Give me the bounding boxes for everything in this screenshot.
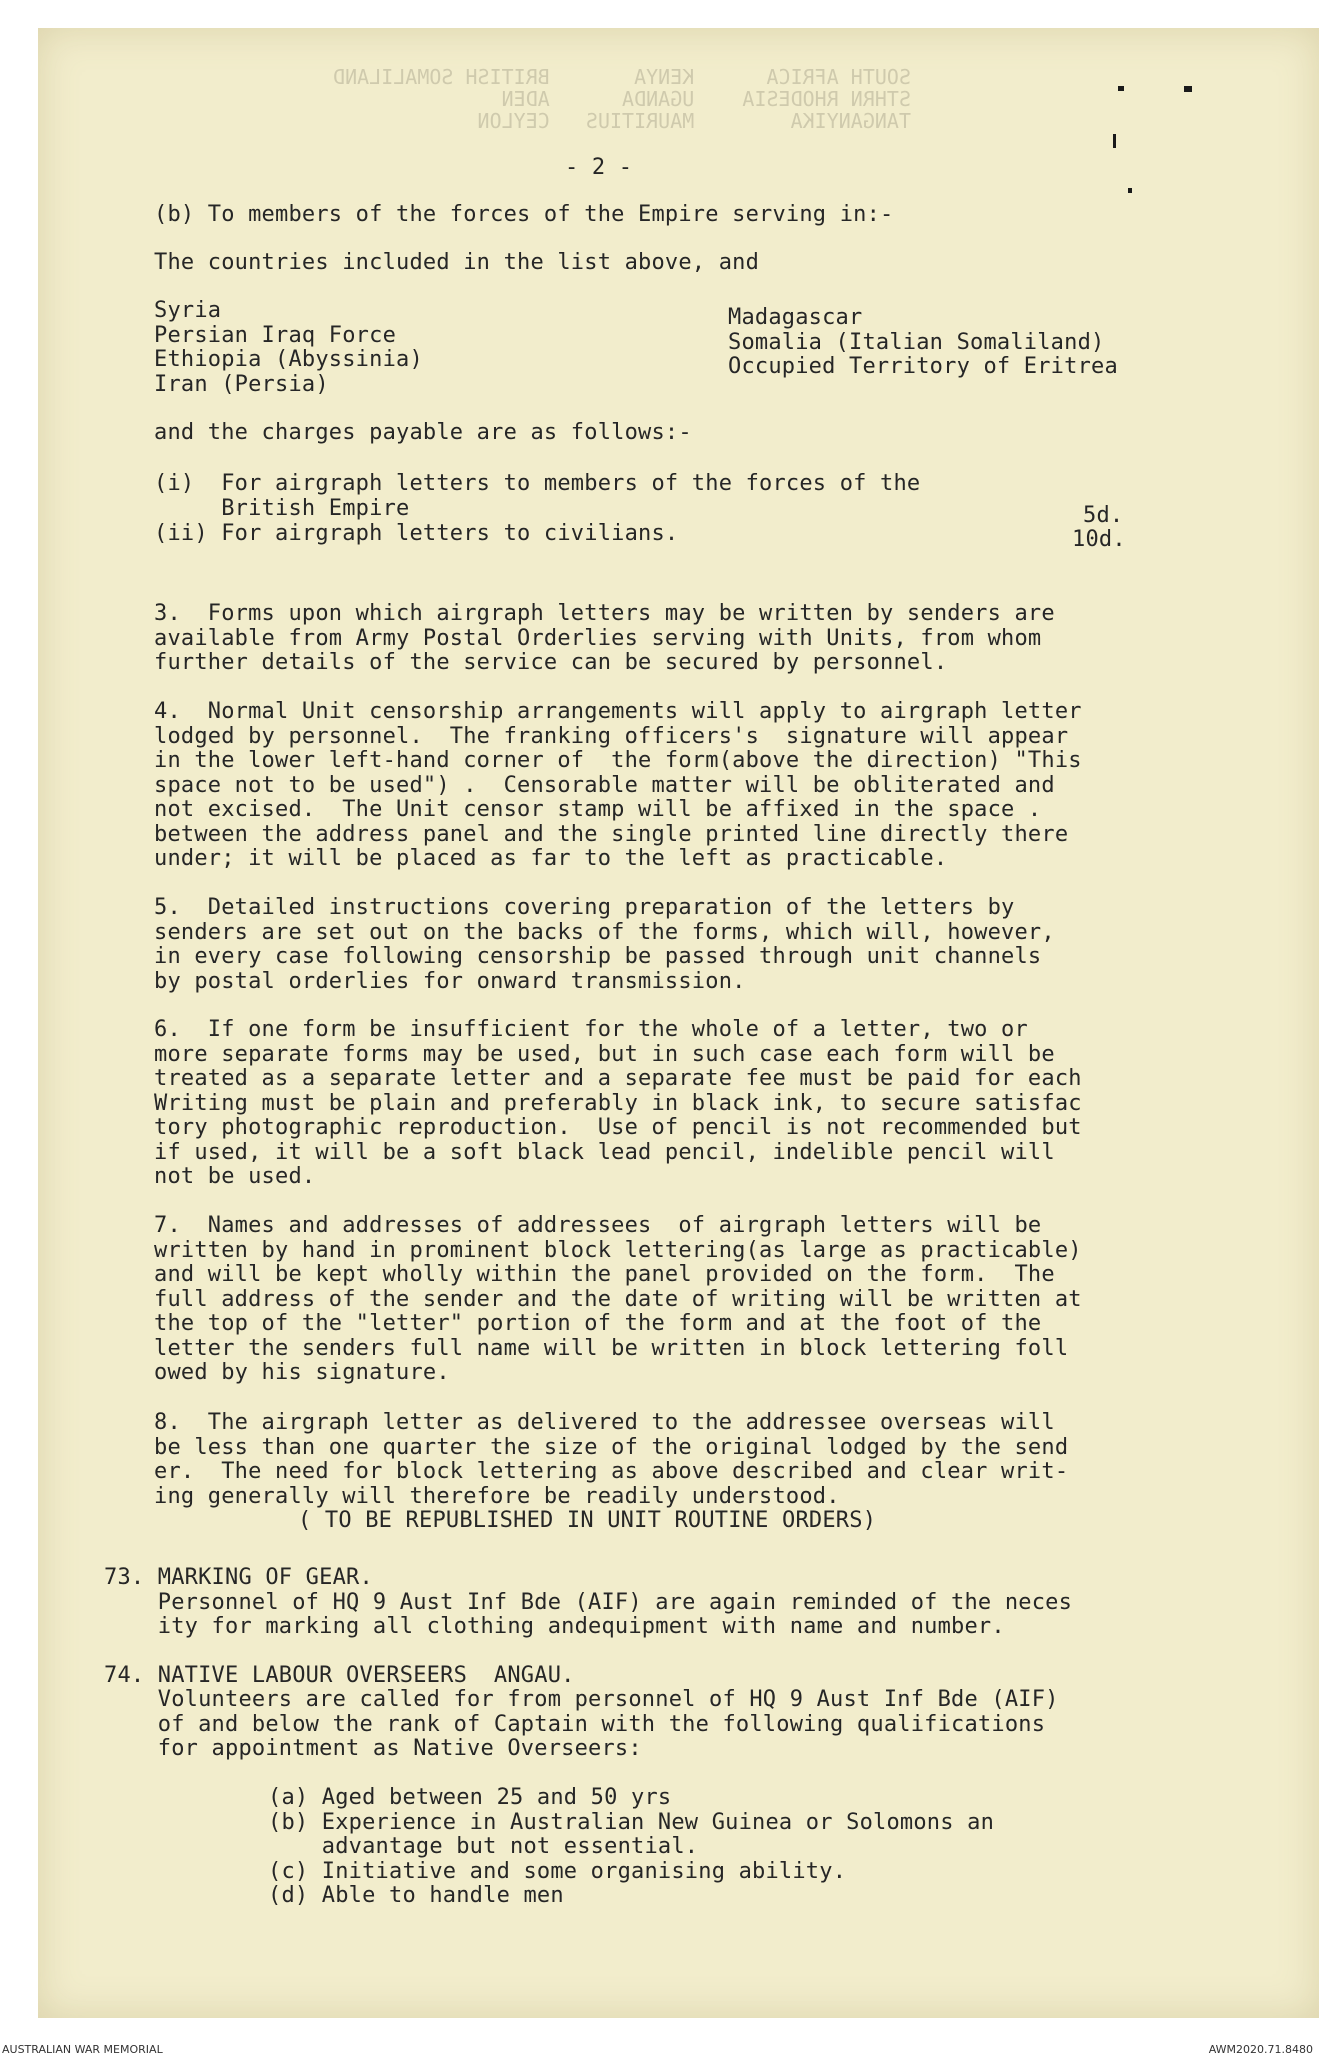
show-through-text: SOUTH AFRICA KENYA BRITISH SOMALILAND STHRN RHODESIA UGANDA ADEN TANGANYIKA MAURITIUS CEYLON	[333, 65, 911, 133]
charge-forces-label: (i) For airgraph letters to members of the forces of the British Empire	[154, 471, 921, 521]
item-74-heading: 74. NATIVE LABOUR OVERSEERS ANGAU.	[104, 1663, 575, 1688]
section-b-heading: (b) To members of the forces of the Empire serving in:-	[154, 202, 894, 227]
ink-speck	[1118, 86, 1124, 91]
page-number: - 2 -	[565, 155, 633, 180]
footer-accession-number: AWM2020.71.8480	[1208, 2043, 1313, 2056]
qualifications-list: (a) Aged between 25 and 50 yrs (b) Experience in Australian New Guinea or Solomons an advantage but not essential. (c) Initiative and some organising ability. (d) Able to handle men	[268, 1785, 995, 1908]
countries-intro: The countries included in the list above, and	[154, 250, 760, 275]
item-73-marking-of-gear: 73. MARKING OF GEAR. Personnel of HQ 9 Aust Inf Bde (AIF) are again reminded of the neces ity for marking all clothing andequipment with name and number.	[104, 1565, 1073, 1639]
countries-left-list	[154, 299, 423, 397]
charge-forces-amount: 5d.	[1083, 503, 1124, 528]
paragraph-4: 4. Normal Unit censorship arrangements will apply to airgraph letter lodged by personnel. The franking officers's signature will appear in the lower left-hand corner of the form(above the direction) "This space not to be used") . Censorable matter will be obliterated and not excised. The Unit censor stamp will be affixed in the space . between the address panel and the single printed line directly there under; it will be placed as far to the left as practicable.	[154, 699, 1082, 871]
charge-civilians-amount: 10d.	[1072, 527, 1126, 552]
paragraph-3: 3. Forms upon which airgraph letters may be written by senders are available from Army Postal Orderlies serving with Units, from whom further details of the service can be secured by personnel.	[154, 601, 1055, 675]
republish-note: ( TO BE REPUBLISHED IN UNIT ROUTINE ORDERS)	[298, 1508, 877, 1533]
paragraph-8: 8. The airgraph letter as delivered to the addressee overseas will be less than one quarter the size of the original lodged by the send er. The need for block lettering as above described and clear writ- ing generally will therefore be readily understood.	[154, 1410, 1069, 1509]
document-page	[38, 28, 1319, 2018]
ink-speck	[1184, 86, 1192, 92]
item-74-body: Volunteers are called for from personnel of HQ 9 Aust Inf Bde (AIF) of and below the rank of Captain with the following qualifications for appointment as Native Overseers:	[157, 1687, 1059, 1761]
paragraph-6: 6. If one form be insufficient for the whole of a letter, two or more separate forms may be used, but in such case each form will be treated as a separate letter and a separate fee must be paid for each Writing must be plain and preferably in black ink, to secure satisfac tory photographic reproduction. Use of pencil is not recommended but if used, it will be a soft black lead pencil, indelible pencil will not be used.	[154, 1017, 1082, 1189]
countries-right-list	[728, 306, 1118, 380]
country-item: Iran (Persia)	[154, 371, 329, 397]
footer-institution: AUSTRALIAN WAR MEMORIAL	[2, 2043, 163, 2056]
charges-intro: and the charges payable are as follows:-	[154, 420, 692, 445]
country-item: Ethiopia (Abyssinia)	[154, 347, 423, 372]
country-item: Persian Iraq Force	[154, 322, 397, 348]
country-item: Occupied Territory of Eritrea	[728, 354, 1118, 379]
ink-speck	[1128, 188, 1132, 193]
charge-civilians-label: (ii) For airgraph letters to civilians.	[154, 521, 679, 546]
paragraph-5: 5. Detailed instructions covering preparation of the letters by senders are set out on the backs of the forms, which will, however, in every case following censorship be passed through unit channels by postal orderlies for onward transmission.	[154, 895, 1055, 994]
paragraph-7: 7. Names and addresses of addressees of airgraph letters will be written by hand in prominent block lettering(as large as practicable) and will be kept wholly within the panel provided on the form. The full address of the sender and the date of writing will be written at the top of the "letter" portion of the form and at the foot of the letter the senders full name will be written in block lettering foll owed by his signature.	[154, 1213, 1082, 1385]
scan-edge	[0, 0, 36, 2020]
country-item: Madagascar	[728, 305, 863, 330]
country-item: Somalia (Italian Somaliland)	[728, 329, 1105, 355]
country-item: Syria	[154, 298, 222, 323]
ink-speck	[1113, 134, 1116, 148]
